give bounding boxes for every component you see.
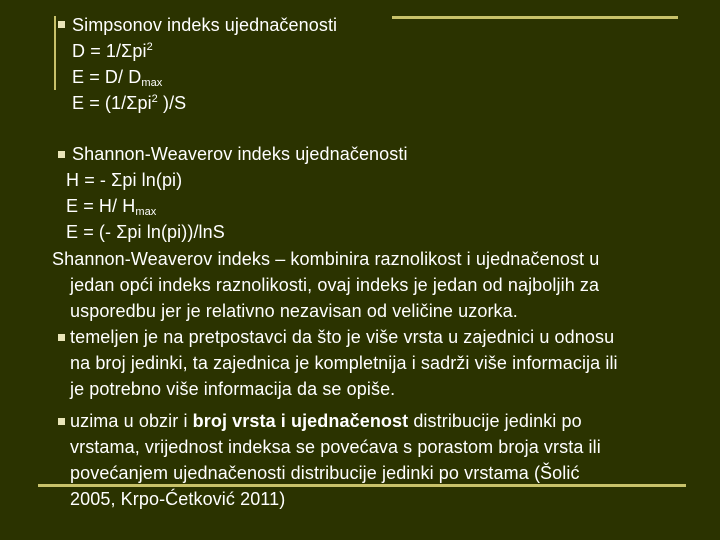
bullet-text: je potrebno više informacija da se opiše. — [70, 379, 396, 399]
bullet-text: uzima u obzir i broj vrsta i ujednačenost distribucije jedinki po — [70, 411, 582, 431]
formula-line: D = 1/Σpi$^2$ — [72, 41, 153, 61]
formula-line: E = (1/Σpi$^2$ )/S — [72, 93, 187, 113]
paragraph-line: jedan opći indeks raznolikosti, ovaj indeks je jedan od najboljih za — [70, 275, 600, 295]
emphasis-text: broj vrsta i ujednačenost — [192, 411, 409, 431]
bullet-icon — [58, 151, 65, 158]
bullet-text: 2005, Krpo-Ćetković 2011) — [70, 489, 286, 509]
heading-shannon: Shannon-Weaverov indeks ujednačenosti — [72, 144, 408, 164]
bottom-rule — [38, 484, 686, 487]
bullet-text: temeljen je na pretpostavci da što je više vrsta u zajednici u odnosu — [70, 327, 615, 347]
bullet-icon — [58, 21, 65, 28]
formula-line: E = H/ $H_{max}$ — [66, 196, 157, 218]
formula-line: E = (- Σpi ln(pi))/lnS — [66, 222, 225, 242]
formula-line: E = D/ $D_{max}$ — [72, 67, 163, 89]
formula-line: H = - Σpi ln(pi) — [66, 170, 183, 190]
slide-content — [0, 12, 720, 509]
bullet-text: povećanjem ujednačenosti distribucije jedinki po vrstama (Šolić — [70, 463, 580, 483]
bullet-icon — [58, 334, 65, 341]
paragraph-line: usporedbu jer je relativno nezavisan od veličine uzorka. — [70, 301, 518, 321]
heading-simpson: Simpsonov indeks ujednačenosti — [72, 15, 338, 35]
bullet-text: vrstama, vrijednost indeksa se povećava s porastom broja vrsta ili — [70, 437, 601, 457]
paragraph-line: Shannon-Weaverov indeks – kombinira raznolikost i ujednačenost u — [52, 249, 600, 269]
bullet-icon — [58, 418, 65, 425]
bullet-text: na broj jedinki, ta zajednica je kompletnija i sadrži više informacija ili — [70, 353, 618, 373]
